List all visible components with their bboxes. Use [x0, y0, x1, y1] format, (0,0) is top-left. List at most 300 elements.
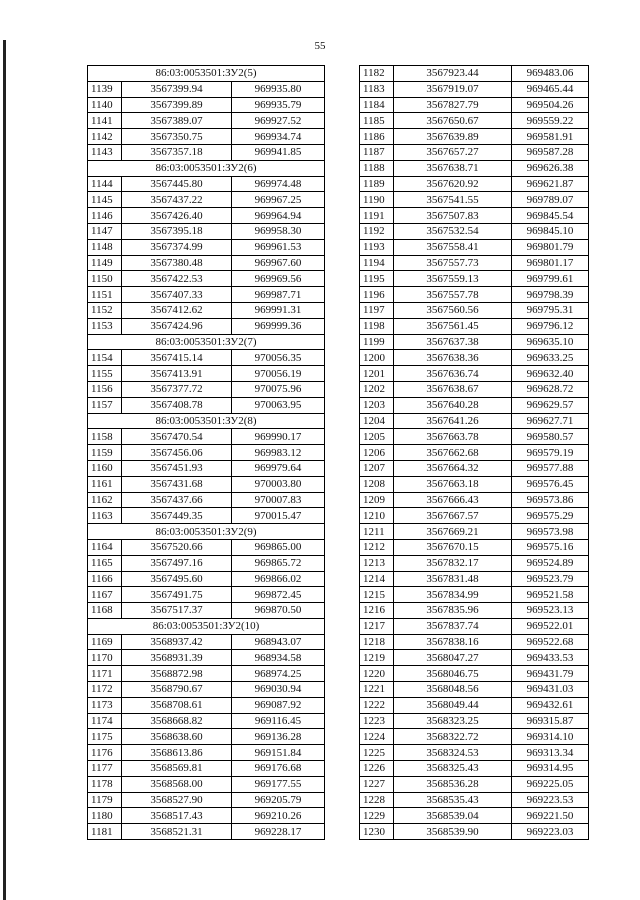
point-number-cell: 1152 — [88, 302, 122, 318]
table-row — [360, 66, 589, 82]
point-number-cell: 1168 — [88, 603, 122, 619]
table-row — [88, 381, 325, 397]
y-coordinate-cell: 969223.53 — [512, 792, 589, 808]
y-coordinate-cell: 969632.40 — [512, 366, 589, 382]
x-coordinate-cell: 3567541.55 — [394, 192, 512, 208]
x-coordinate-cell: 3568937.42 — [122, 634, 232, 650]
x-coordinate-cell: 3567449.35 — [122, 508, 232, 524]
point-number-cell: 1210 — [360, 508, 394, 524]
y-coordinate-cell: 969990.17 — [232, 429, 325, 445]
table-row — [88, 350, 325, 366]
table-row — [360, 239, 589, 255]
table-row — [88, 460, 325, 476]
table-row — [88, 792, 325, 808]
table-row — [88, 666, 325, 682]
point-number-cell: 1181 — [88, 824, 122, 840]
point-number-cell: 1189 — [360, 176, 394, 192]
x-coordinate-cell: 3568931.39 — [122, 650, 232, 666]
point-number-cell: 1174 — [88, 713, 122, 729]
y-coordinate-cell: 969799.61 — [512, 271, 589, 287]
y-coordinate-cell: 969629.57 — [512, 397, 589, 413]
y-coordinate-cell: 969628.72 — [512, 381, 589, 397]
table-row — [88, 302, 325, 318]
point-number-cell: 1191 — [360, 208, 394, 224]
x-coordinate-cell: 3567620.92 — [394, 176, 512, 192]
y-coordinate-cell: 969314.10 — [512, 729, 589, 745]
x-coordinate-cell: 3567491.75 — [122, 587, 232, 603]
point-number-cell: 1146 — [88, 208, 122, 224]
y-coordinate-cell: 969961.53 — [232, 239, 325, 255]
table-row — [360, 508, 589, 524]
y-coordinate-cell: 969465.44 — [512, 81, 589, 97]
y-coordinate-cell: 969935.79 — [232, 97, 325, 113]
y-coordinate-cell: 968974.25 — [232, 666, 325, 682]
point-number-cell: 1169 — [88, 634, 122, 650]
y-coordinate-cell: 969205.79 — [232, 792, 325, 808]
table-row — [360, 634, 589, 650]
point-number-cell: 1227 — [360, 776, 394, 792]
point-number-cell: 1196 — [360, 287, 394, 303]
table-row — [360, 476, 589, 492]
y-coordinate-cell: 969796.12 — [512, 318, 589, 334]
point-number-cell: 1140 — [88, 97, 122, 113]
point-number-cell: 1176 — [88, 745, 122, 761]
table-row — [88, 318, 325, 334]
y-coordinate-cell: 969087.92 — [232, 697, 325, 713]
point-number-cell: 1230 — [360, 824, 394, 840]
section-header-row — [88, 160, 325, 176]
x-coordinate-cell: 3568049.44 — [394, 697, 512, 713]
table-row — [88, 223, 325, 239]
point-number-cell: 1202 — [360, 381, 394, 397]
table-row — [360, 650, 589, 666]
x-coordinate-cell: 3567389.07 — [122, 113, 232, 129]
table-row — [360, 460, 589, 476]
point-number-cell: 1220 — [360, 666, 394, 682]
x-coordinate-cell: 3567520.66 — [122, 539, 232, 555]
table-row — [88, 697, 325, 713]
table-row — [360, 429, 589, 445]
x-coordinate-cell: 3568535.43 — [394, 792, 512, 808]
y-coordinate-cell: 969801.79 — [512, 239, 589, 255]
x-coordinate-cell: 3568324.53 — [394, 745, 512, 761]
y-coordinate-cell: 969580.57 — [512, 429, 589, 445]
y-coordinate-cell: 970015.47 — [232, 508, 325, 524]
y-coordinate-cell: 969030.94 — [232, 682, 325, 698]
table-row — [360, 792, 589, 808]
table-row — [88, 603, 325, 619]
table-row — [360, 524, 589, 540]
y-coordinate-cell: 970063.95 — [232, 397, 325, 413]
table-row — [360, 208, 589, 224]
point-number-cell: 1167 — [88, 587, 122, 603]
x-coordinate-cell: 3567923.44 — [394, 66, 512, 82]
x-coordinate-cell: 3567663.78 — [394, 429, 512, 445]
coordinates-table-right — [359, 65, 589, 840]
table-row — [360, 81, 589, 97]
x-coordinate-cell: 3567532.54 — [394, 223, 512, 239]
table-row — [88, 824, 325, 840]
point-number-cell: 1222 — [360, 697, 394, 713]
x-coordinate-cell: 3567445.80 — [122, 176, 232, 192]
x-coordinate-cell: 3567560.56 — [394, 302, 512, 318]
point-number-cell: 1139 — [88, 81, 122, 97]
y-coordinate-cell: 969789.07 — [512, 192, 589, 208]
table-row — [360, 176, 589, 192]
page-number: 55 — [314, 40, 326, 52]
table-row — [88, 539, 325, 555]
table-row — [88, 144, 325, 160]
y-coordinate-cell: 969573.98 — [512, 524, 589, 540]
y-coordinate-cell: 970007.83 — [232, 492, 325, 508]
y-coordinate-cell: 969523.13 — [512, 603, 589, 619]
x-coordinate-cell: 3567638.71 — [394, 160, 512, 176]
table-row — [360, 713, 589, 729]
x-coordinate-cell: 3567407.33 — [122, 287, 232, 303]
point-number-cell: 1218 — [360, 634, 394, 650]
point-number-cell: 1171 — [88, 666, 122, 682]
y-coordinate-cell: 969987.71 — [232, 287, 325, 303]
point-number-cell: 1223 — [360, 713, 394, 729]
y-coordinate-cell: 969979.64 — [232, 460, 325, 476]
point-number-cell: 1143 — [88, 144, 122, 160]
x-coordinate-cell: 3568517.43 — [122, 808, 232, 824]
x-coordinate-cell: 3567919.07 — [394, 81, 512, 97]
table-row — [88, 208, 325, 224]
table-row — [88, 239, 325, 255]
x-coordinate-cell: 3568521.31 — [122, 824, 232, 840]
point-number-cell: 1204 — [360, 413, 394, 429]
point-number-cell: 1186 — [360, 129, 394, 145]
x-coordinate-cell: 3567377.72 — [122, 381, 232, 397]
y-coordinate-cell: 969958.30 — [232, 223, 325, 239]
x-coordinate-cell: 3567517.37 — [122, 603, 232, 619]
point-number-cell: 1142 — [88, 129, 122, 145]
point-number-cell: 1157 — [88, 397, 122, 413]
scan-edge-mark — [3, 40, 6, 900]
x-coordinate-cell: 3567507.83 — [394, 208, 512, 224]
point-number-cell: 1209 — [360, 492, 394, 508]
table-row — [88, 81, 325, 97]
y-coordinate-cell: 970056.19 — [232, 366, 325, 382]
y-coordinate-cell: 969314.95 — [512, 761, 589, 777]
point-number-cell: 1172 — [88, 682, 122, 698]
table-row — [360, 381, 589, 397]
table-row — [88, 729, 325, 745]
x-coordinate-cell: 3567437.66 — [122, 492, 232, 508]
point-number-cell: 1166 — [88, 571, 122, 587]
point-number-cell: 1208 — [360, 476, 394, 492]
table-row — [360, 271, 589, 287]
y-coordinate-cell: 969621.87 — [512, 176, 589, 192]
table-row — [360, 334, 589, 350]
x-coordinate-cell: 3567451.93 — [122, 460, 232, 476]
x-coordinate-cell: 3568539.90 — [394, 824, 512, 840]
point-number-cell: 1183 — [360, 81, 394, 97]
point-number-cell: 1148 — [88, 239, 122, 255]
point-number-cell: 1211 — [360, 524, 394, 540]
point-number-cell: 1144 — [88, 176, 122, 192]
table-row — [360, 745, 589, 761]
x-coordinate-cell: 3568048.56 — [394, 682, 512, 698]
table-row — [360, 618, 589, 634]
parcel-id-header: 86:03:0053501:ЗУ2(7) — [88, 334, 325, 350]
y-coordinate-cell: 969935.80 — [232, 81, 325, 97]
table-row — [88, 634, 325, 650]
x-coordinate-cell: 3567637.38 — [394, 334, 512, 350]
x-coordinate-cell: 3567835.96 — [394, 603, 512, 619]
y-coordinate-cell: 969521.58 — [512, 587, 589, 603]
x-coordinate-cell: 3567431.68 — [122, 476, 232, 492]
y-coordinate-cell: 969581.91 — [512, 129, 589, 145]
table-row — [360, 223, 589, 239]
x-coordinate-cell: 3567437.22 — [122, 192, 232, 208]
y-coordinate-cell: 969635.10 — [512, 334, 589, 350]
point-number-cell: 1203 — [360, 397, 394, 413]
table-row — [360, 808, 589, 824]
point-number-cell: 1161 — [88, 476, 122, 492]
point-number-cell: 1192 — [360, 223, 394, 239]
y-coordinate-cell: 969627.71 — [512, 413, 589, 429]
x-coordinate-cell: 3567664.32 — [394, 460, 512, 476]
x-coordinate-cell: 3567639.89 — [394, 129, 512, 145]
point-number-cell: 1156 — [88, 381, 122, 397]
y-coordinate-cell: 969432.61 — [512, 697, 589, 713]
point-number-cell: 1158 — [88, 429, 122, 445]
x-coordinate-cell: 3568568.00 — [122, 776, 232, 792]
x-coordinate-cell: 3567638.67 — [394, 381, 512, 397]
x-coordinate-cell: 3567350.75 — [122, 129, 232, 145]
y-coordinate-cell: 969524.89 — [512, 555, 589, 571]
table-row — [360, 129, 589, 145]
y-coordinate-cell: 969579.19 — [512, 445, 589, 461]
point-number-cell: 1145 — [88, 192, 122, 208]
x-coordinate-cell: 3567408.78 — [122, 397, 232, 413]
table-row — [88, 776, 325, 792]
y-coordinate-cell: 969522.01 — [512, 618, 589, 634]
y-coordinate-cell: 969151.84 — [232, 745, 325, 761]
y-coordinate-cell: 969798.39 — [512, 287, 589, 303]
x-coordinate-cell: 3568872.98 — [122, 666, 232, 682]
table-row — [88, 97, 325, 113]
table-row — [360, 697, 589, 713]
x-coordinate-cell: 3568325.43 — [394, 761, 512, 777]
y-coordinate-cell: 969991.31 — [232, 302, 325, 318]
table-row — [360, 413, 589, 429]
x-coordinate-cell: 3567424.96 — [122, 318, 232, 334]
point-number-cell: 1207 — [360, 460, 394, 476]
point-number-cell: 1154 — [88, 350, 122, 366]
x-coordinate-cell: 3567456.06 — [122, 445, 232, 461]
x-coordinate-cell: 3567415.14 — [122, 350, 232, 366]
x-coordinate-cell: 3568668.82 — [122, 713, 232, 729]
x-coordinate-cell: 3567831.48 — [394, 571, 512, 587]
table-row — [88, 492, 325, 508]
table-row — [360, 539, 589, 555]
y-coordinate-cell: 969177.55 — [232, 776, 325, 792]
table-row — [360, 287, 589, 303]
point-number-cell: 1141 — [88, 113, 122, 129]
y-coordinate-cell: 969967.25 — [232, 192, 325, 208]
x-coordinate-cell: 3567399.94 — [122, 81, 232, 97]
y-coordinate-cell: 969633.25 — [512, 350, 589, 366]
x-coordinate-cell: 3568790.67 — [122, 682, 232, 698]
y-coordinate-cell: 969504.26 — [512, 97, 589, 113]
x-coordinate-cell: 3567837.74 — [394, 618, 512, 634]
point-number-cell: 1229 — [360, 808, 394, 824]
x-coordinate-cell: 3568536.28 — [394, 776, 512, 792]
point-number-cell: 1164 — [88, 539, 122, 555]
x-coordinate-cell: 3568539.04 — [394, 808, 512, 824]
point-number-cell: 1175 — [88, 729, 122, 745]
y-coordinate-cell: 969431.03 — [512, 682, 589, 698]
x-coordinate-cell: 3567399.89 — [122, 97, 232, 113]
point-number-cell: 1160 — [88, 460, 122, 476]
table-row — [360, 761, 589, 777]
x-coordinate-cell: 3567838.16 — [394, 634, 512, 650]
table-row — [360, 603, 589, 619]
y-coordinate-cell: 969559.22 — [512, 113, 589, 129]
point-number-cell: 1194 — [360, 255, 394, 271]
y-coordinate-cell: 969577.88 — [512, 460, 589, 476]
table-row — [360, 587, 589, 603]
point-number-cell: 1212 — [360, 539, 394, 555]
table-row — [360, 666, 589, 682]
y-coordinate-cell: 969795.31 — [512, 302, 589, 318]
table-row — [88, 445, 325, 461]
point-number-cell: 1180 — [88, 808, 122, 824]
x-coordinate-cell: 3568527.90 — [122, 792, 232, 808]
point-number-cell: 1193 — [360, 239, 394, 255]
point-number-cell: 1221 — [360, 682, 394, 698]
x-coordinate-cell: 3567374.99 — [122, 239, 232, 255]
table-row — [88, 587, 325, 603]
x-coordinate-cell: 3567497.16 — [122, 555, 232, 571]
table-row — [360, 776, 589, 792]
y-coordinate-cell: 969315.87 — [512, 713, 589, 729]
x-coordinate-cell: 3567650.67 — [394, 113, 512, 129]
table-row — [360, 366, 589, 382]
x-coordinate-cell: 3568322.72 — [394, 729, 512, 745]
y-coordinate-cell: 969522.68 — [512, 634, 589, 650]
table-row — [360, 350, 589, 366]
point-number-cell: 1206 — [360, 445, 394, 461]
point-number-cell: 1198 — [360, 318, 394, 334]
y-coordinate-cell: 969221.50 — [512, 808, 589, 824]
y-coordinate-cell: 969116.45 — [232, 713, 325, 729]
x-coordinate-cell: 3567559.13 — [394, 271, 512, 287]
x-coordinate-cell: 3567395.18 — [122, 223, 232, 239]
y-coordinate-cell: 969927.52 — [232, 113, 325, 129]
y-coordinate-cell: 969964.94 — [232, 208, 325, 224]
y-coordinate-cell: 969313.34 — [512, 745, 589, 761]
y-coordinate-cell: 968943.07 — [232, 634, 325, 650]
table-row — [88, 397, 325, 413]
y-coordinate-cell: 969587.28 — [512, 144, 589, 160]
point-number-cell: 1178 — [88, 776, 122, 792]
x-coordinate-cell: 3567827.79 — [394, 97, 512, 113]
table-row — [88, 555, 325, 571]
point-number-cell: 1185 — [360, 113, 394, 129]
x-coordinate-cell: 3568046.75 — [394, 666, 512, 682]
x-coordinate-cell: 3567832.17 — [394, 555, 512, 571]
section-header-row — [88, 66, 325, 82]
table-row — [360, 682, 589, 698]
point-number-cell: 1228 — [360, 792, 394, 808]
x-coordinate-cell: 3568323.25 — [394, 713, 512, 729]
y-coordinate-cell: 970003.80 — [232, 476, 325, 492]
x-coordinate-cell: 3568569.81 — [122, 761, 232, 777]
point-number-cell: 1163 — [88, 508, 122, 524]
table-row — [88, 571, 325, 587]
point-number-cell: 1201 — [360, 366, 394, 382]
point-number-cell: 1151 — [88, 287, 122, 303]
parcel-id-header: 86:03:0053501:ЗУ2(8) — [88, 413, 325, 429]
point-number-cell: 1150 — [88, 271, 122, 287]
parcel-id-header: 86:03:0053501:ЗУ2(6) — [88, 160, 325, 176]
point-number-cell: 1217 — [360, 618, 394, 634]
point-number-cell: 1216 — [360, 603, 394, 619]
point-number-cell: 1197 — [360, 302, 394, 318]
point-number-cell: 1149 — [88, 255, 122, 271]
y-coordinate-cell: 969523.79 — [512, 571, 589, 587]
coordinates-table-left — [87, 65, 325, 840]
x-coordinate-cell: 3567657.27 — [394, 144, 512, 160]
table-row — [88, 129, 325, 145]
point-number-cell: 1224 — [360, 729, 394, 745]
x-coordinate-cell: 3567561.45 — [394, 318, 512, 334]
y-coordinate-cell: 968934.58 — [232, 650, 325, 666]
y-coordinate-cell: 969845.54 — [512, 208, 589, 224]
table-row — [88, 650, 325, 666]
x-coordinate-cell: 3567669.21 — [394, 524, 512, 540]
y-coordinate-cell: 969872.45 — [232, 587, 325, 603]
x-coordinate-cell: 3568638.60 — [122, 729, 232, 745]
table-row — [360, 318, 589, 334]
x-coordinate-cell: 3567666.43 — [394, 492, 512, 508]
y-coordinate-cell: 969228.17 — [232, 824, 325, 840]
x-coordinate-cell: 3567426.40 — [122, 208, 232, 224]
x-coordinate-cell: 3567641.26 — [394, 413, 512, 429]
table-row — [360, 492, 589, 508]
y-coordinate-cell: 969983.12 — [232, 445, 325, 461]
point-number-cell: 1213 — [360, 555, 394, 571]
point-number-cell: 1170 — [88, 650, 122, 666]
section-header-row — [88, 524, 325, 540]
point-number-cell: 1205 — [360, 429, 394, 445]
x-coordinate-cell: 3567557.78 — [394, 287, 512, 303]
y-coordinate-cell: 969573.86 — [512, 492, 589, 508]
table-row — [88, 255, 325, 271]
x-coordinate-cell: 3567357.18 — [122, 144, 232, 160]
table-row — [360, 571, 589, 587]
y-coordinate-cell: 969575.29 — [512, 508, 589, 524]
table-row — [360, 824, 589, 840]
x-coordinate-cell: 3567636.74 — [394, 366, 512, 382]
x-coordinate-cell: 3567663.18 — [394, 476, 512, 492]
y-coordinate-cell: 969431.79 — [512, 666, 589, 682]
x-coordinate-cell: 3568613.86 — [122, 745, 232, 761]
y-coordinate-cell: 969626.38 — [512, 160, 589, 176]
y-coordinate-cell: 970075.96 — [232, 381, 325, 397]
table-row — [88, 761, 325, 777]
point-number-cell: 1225 — [360, 745, 394, 761]
y-coordinate-cell: 969176.68 — [232, 761, 325, 777]
x-coordinate-cell: 3567667.57 — [394, 508, 512, 524]
table-row — [88, 508, 325, 524]
x-coordinate-cell: 3567557.73 — [394, 255, 512, 271]
y-coordinate-cell: 969999.36 — [232, 318, 325, 334]
